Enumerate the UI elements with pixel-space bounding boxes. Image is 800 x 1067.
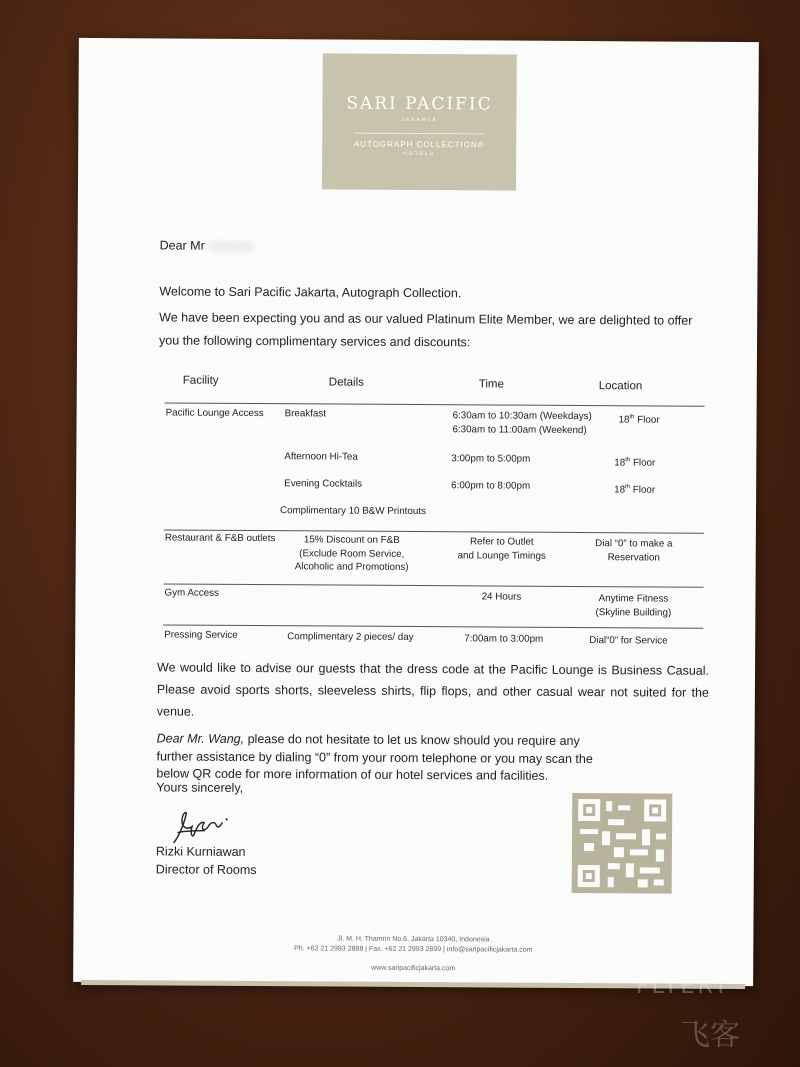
floor-number: 18 [618, 414, 630, 426]
floor-number: 18 [614, 484, 626, 496]
header-facility: Facility [182, 374, 219, 387]
header-location: Location [598, 380, 643, 393]
qr-finder [644, 799, 666, 821]
qr-module [640, 867, 660, 873]
qr-module [618, 805, 630, 810]
header-time: Time [478, 378, 504, 391]
offer-text-before: We have been expecting you and as our valued [159, 310, 427, 327]
watermark-chinese: 飞客 [680, 1018, 740, 1053]
row-rule [164, 583, 704, 587]
qr-module [616, 833, 636, 839]
footer-contact: Ph. +62 21 2993 2888 | Fax. +62 21 2993 2899 | info@saripacificjakarta.com [294, 945, 533, 954]
row-gym-location: Anytime Fitness (Skyline Building) [595, 593, 672, 619]
footer-address: Jl. M. H. Thamrin No.6, Jakarta 10340, Indonesia [337, 935, 490, 944]
qr-module [626, 863, 634, 877]
hotel-logo [322, 53, 517, 190]
qr-module [642, 829, 650, 845]
qr-module [614, 847, 624, 857]
floor-suffix: th [625, 484, 631, 491]
qr-finder [578, 799, 600, 821]
row-pressing-location: Dial“0” for Service [589, 635, 668, 647]
qr-module [654, 879, 664, 885]
row-gym-facility: Gym Access [164, 587, 219, 599]
closing-guest-name: Dear Mr. Wang, [156, 731, 245, 746]
signer-name: Rizki Kurniawan [155, 844, 246, 859]
row-breakfast-location [619, 411, 660, 427]
signer-title: Director of Rooms [155, 862, 257, 878]
logo-city: JAKARTA [401, 116, 438, 124]
row-breakfast-details: Breakfast [284, 408, 327, 420]
qr-module [584, 843, 594, 851]
logo-hotels: HOTELS [403, 150, 436, 158]
row-pressing-details: Complimentary 2 pieces/ day [287, 631, 414, 643]
logo-hotel-name: SARI PACIFIC [346, 93, 493, 115]
row-cocktails-details: Evening Cocktails [284, 478, 363, 490]
row-breakfast-time: 6:30am to 10:30am (Weekdays) 6:30am to 11:00am (Weekend) [452, 410, 592, 436]
redacted-name [208, 240, 254, 252]
row-cocktails-time: 6:00pm to 8:00pm [451, 480, 531, 492]
qr-module [608, 819, 624, 825]
row-printouts-details: Complimentary 10 B&W Printouts [279, 505, 426, 518]
row-rule [163, 624, 703, 628]
floor-word: Floor [637, 414, 660, 426]
watermark-text: FLYERT [636, 974, 731, 999]
letter-paper [73, 38, 759, 986]
row-restaurant-details: 15% Discount on F&B (Exclude Room Service, Alcoholic and Promotions) [294, 534, 409, 573]
footer-website: www.saripacificjakarta.com [371, 964, 456, 973]
row-hitea-details: Afternoon Hi-Tea [284, 451, 358, 463]
logo-collection: AUTOGRAPH COLLECTION® [353, 139, 485, 150]
qr-finder [578, 865, 600, 887]
qr-module [602, 831, 610, 845]
membership-tier: Platinum Elite Member [426, 312, 552, 327]
floor-word: Floor [632, 457, 656, 469]
floor-suffix: th [629, 414, 635, 421]
row-gym-time: 24 Hours [481, 591, 522, 603]
row-pressing-facility: Pressing Service [164, 629, 238, 641]
row-lounge-facility: Pacific Lounge Access [165, 407, 264, 420]
row-hitea-location [614, 454, 655, 470]
signoff: Yours sincerely, [156, 780, 244, 795]
qr-code [572, 793, 673, 894]
header-details: Details [328, 376, 364, 389]
salutation [160, 234, 255, 257]
row-restaurant-time: Refer to Outlet and Lounge Timings [457, 536, 546, 562]
qr-module [638, 879, 648, 887]
row-cocktails-location [614, 481, 655, 497]
qr-module [608, 863, 620, 869]
row-pressing-time: 7:00am to 3:00pm [464, 633, 544, 645]
floor-suffix: th [625, 457, 631, 464]
floor-number: 18 [614, 457, 626, 469]
qr-module [656, 833, 666, 839]
row-restaurant-location: Dial “0” to make a Reservation [595, 538, 673, 563]
qr-module [580, 829, 598, 834]
welcome-paragraph: Welcome to Sari Pacific Jakarta, Autograph Collection. [159, 284, 462, 301]
logo-divider [354, 133, 484, 135]
dress-code-paragraph: We would like to advise our guests that the dress code at the Pacific Lounge is Business Casual. Please avoid sports shorts, sleeveless shirts, flip flops, and other casual wear not suited for the venue. [156, 660, 710, 719]
closing-paragraph [156, 730, 596, 785]
offer-text-after: , we are delighted to offer you the following complimentary services and discounts: [159, 312, 693, 350]
closing-text: please do not hesitate to let us know should you require any further assistance by dialing “0” from your room telephone or you may scan the below QR code for more information of our hotel services and facilities. [156, 731, 593, 783]
row-restaurant-facility: Restaurant & F&B outlets [164, 532, 276, 545]
salutation-text: Dear Mr [159, 238, 205, 253]
offer-paragraph [159, 306, 711, 355]
floor-word: Floor [632, 484, 656, 496]
qr-module [630, 849, 648, 855]
row-hitea-time: 3:00pm to 5:00pm [451, 453, 531, 465]
qr-module [606, 801, 612, 811]
qr-module [608, 877, 614, 887]
qr-module [656, 849, 664, 861]
